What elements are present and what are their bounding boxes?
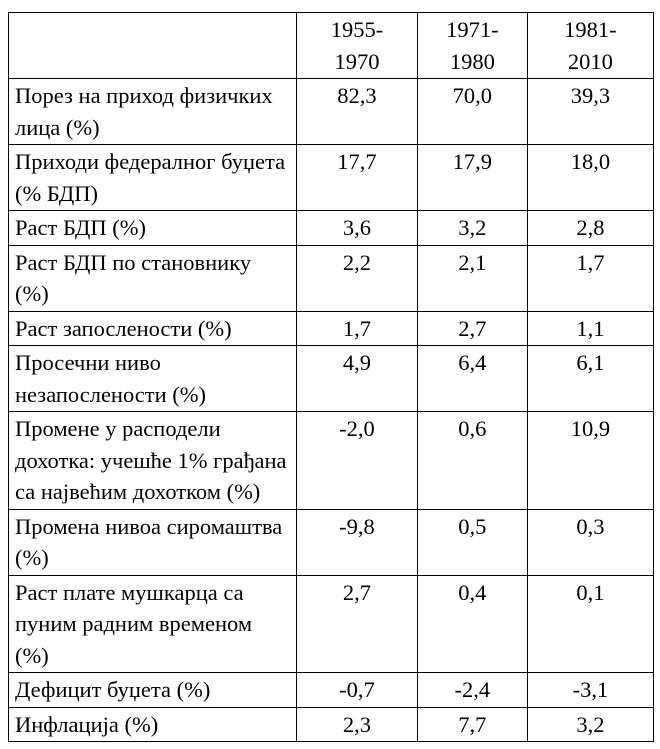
table-row <box>9 575 654 673</box>
header-row <box>9 13 654 79</box>
row-value: 0,3 <box>527 509 653 575</box>
row-value: 1,7 <box>527 245 653 311</box>
row-label: Дефицит буџета (%) <box>9 673 297 708</box>
table-row <box>9 673 654 708</box>
row-value: 2,7 <box>297 575 418 673</box>
row-value: 0,6 <box>417 412 527 510</box>
table-row <box>9 707 654 742</box>
row-value: 2,3 <box>297 707 418 742</box>
header-period-2: 1971- 1980 <box>417 13 527 79</box>
table-row <box>9 311 654 346</box>
row-label: Приходи федералног буџета (% БДП) <box>9 145 297 211</box>
row-value: 3,2 <box>527 707 653 742</box>
row-value: 0,4 <box>417 575 527 673</box>
row-value: 1,1 <box>527 311 653 346</box>
row-value: 17,9 <box>417 145 527 211</box>
row-value: 2,7 <box>417 311 527 346</box>
row-value: 1,7 <box>297 311 418 346</box>
row-value: 70,0 <box>417 79 527 145</box>
row-value: -9,8 <box>297 509 418 575</box>
row-value: -0,7 <box>297 673 418 708</box>
table-row <box>9 79 654 145</box>
row-value: 10,9 <box>527 412 653 510</box>
row-label: Раст запослености (%) <box>9 311 297 346</box>
row-label: Промене у расподели дохотка: учешће 1% грађана са највећим дохотком (%) <box>9 412 297 510</box>
statistics-table <box>8 12 654 742</box>
row-label: Промена нивоа сиромаштва (%) <box>9 509 297 575</box>
row-label: Порез на приход физичких лица (%) <box>9 79 297 145</box>
row-value: 6,4 <box>417 346 527 412</box>
row-label: Инфлација (%) <box>9 707 297 742</box>
row-value: 17,7 <box>297 145 418 211</box>
row-value: -2,4 <box>417 673 527 708</box>
row-label: Раст плате мушкарца са пуним радним временом (%) <box>9 575 297 673</box>
table-row <box>9 346 654 412</box>
header-period-1: 1955- 1970 <box>297 13 418 79</box>
row-value: 2,1 <box>417 245 527 311</box>
row-value: 2,2 <box>297 245 418 311</box>
table-row <box>9 211 654 246</box>
row-value: 4,9 <box>297 346 418 412</box>
row-value: 3,2 <box>417 211 527 246</box>
row-label: Раст БДП (%) <box>9 211 297 246</box>
header-blank-cell <box>9 13 297 79</box>
row-value: 0,5 <box>417 509 527 575</box>
table-row <box>9 412 654 510</box>
row-value: 7,7 <box>417 707 527 742</box>
header-period-3: 1981- 2010 <box>527 13 653 79</box>
row-value: 2,8 <box>527 211 653 246</box>
row-value: 6,1 <box>527 346 653 412</box>
row-value: 3,6 <box>297 211 418 246</box>
row-value: 18,0 <box>527 145 653 211</box>
row-value: -3,1 <box>527 673 653 708</box>
row-value: 82,3 <box>297 79 418 145</box>
row-label: Просечни ниво незапослености (%) <box>9 346 297 412</box>
row-value: 0,1 <box>527 575 653 673</box>
row-label: Раст БДП по становнику (%) <box>9 245 297 311</box>
table-row <box>9 509 654 575</box>
row-value: -2,0 <box>297 412 418 510</box>
row-value: 39,3 <box>527 79 653 145</box>
table-row <box>9 145 654 211</box>
table-row <box>9 245 654 311</box>
